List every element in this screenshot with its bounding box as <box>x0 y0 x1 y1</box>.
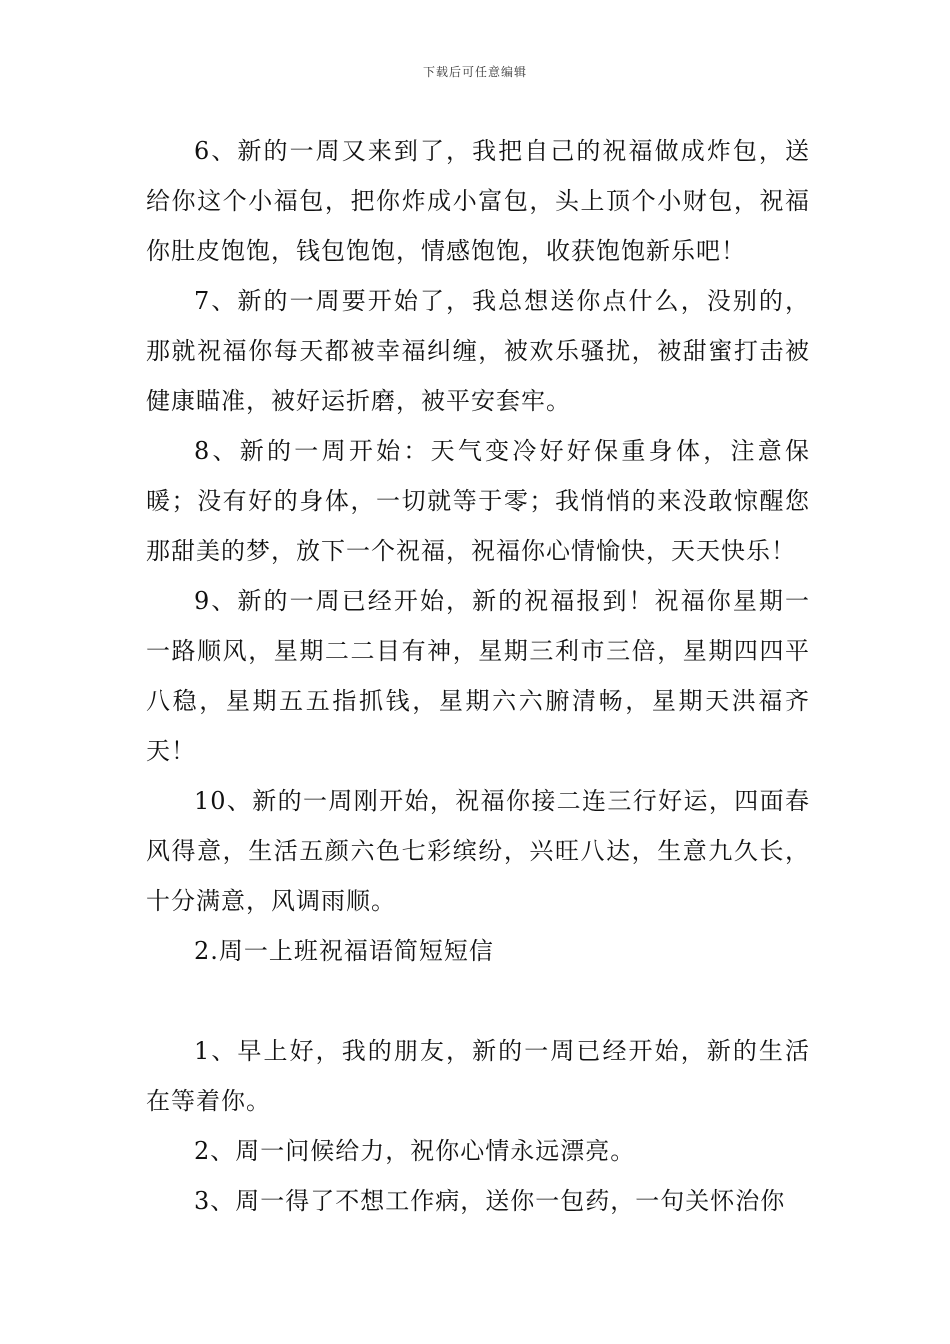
paragraph-6: 6、新的一周又来到了，我把自己的祝福做成炸包，送给你这个小福包，把你炸成小富包，头上顶个小财包，祝福你肚皮饱饱，钱包饱饱，情感饱饱，收获饱饱新乐吧！ <box>146 137 810 265</box>
paragraph-s2-1: 1、早上好，我的朋友，新的一周已经开始，新的生活在等着你。 <box>146 1037 810 1115</box>
paragraph-9: 9、新的一周已经开始，新的祝福报到！祝福你星期一一路顺风，星期二二目有神，星期三利市三倍，星期四四平八稳，星期五五指抓钱，星期六六腑清畅，星期天洪福齐天！ <box>146 587 810 765</box>
page-header-note: 下载后可任意编辑 <box>422 65 527 79</box>
paragraph-8: 8、新的一周开始：天气变冷好好保重身体，注意保暖；没有好的身体，一切就等于零；我悄悄的来没敢惊醒您那甜美的梦，放下一个祝福，祝福你心情愉快，天天快乐！ <box>146 437 810 565</box>
section-spacer <box>146 976 810 1026</box>
paragraph-s2-3: 3、周一得了不想工作病，送你一包药，一句关怀治你 <box>194 1187 786 1215</box>
paragraph-10: 10、新的一周刚开始，祝福你接二连三行好运，四面春风得意，生活五颜六色七彩缤纷，兴旺八达，生意九久长，十分满意，风调雨顺。 <box>146 787 810 915</box>
paragraph-7: 7、新的一周要开始了，我总想送你点什么，没别的，那就祝福你每天都被幸福纠缠，被欢乐骚扰，被甜蜜打击被健康瞄准，被好运折磨，被平安套牢。 <box>146 287 810 415</box>
section-heading: 2.周一上班祝福语简短短信 <box>194 937 494 965</box>
document-body <box>146 126 810 1226</box>
paragraph-s2-2: 2、周一问候给力，祝你心情永远漂亮。 <box>194 1137 636 1165</box>
